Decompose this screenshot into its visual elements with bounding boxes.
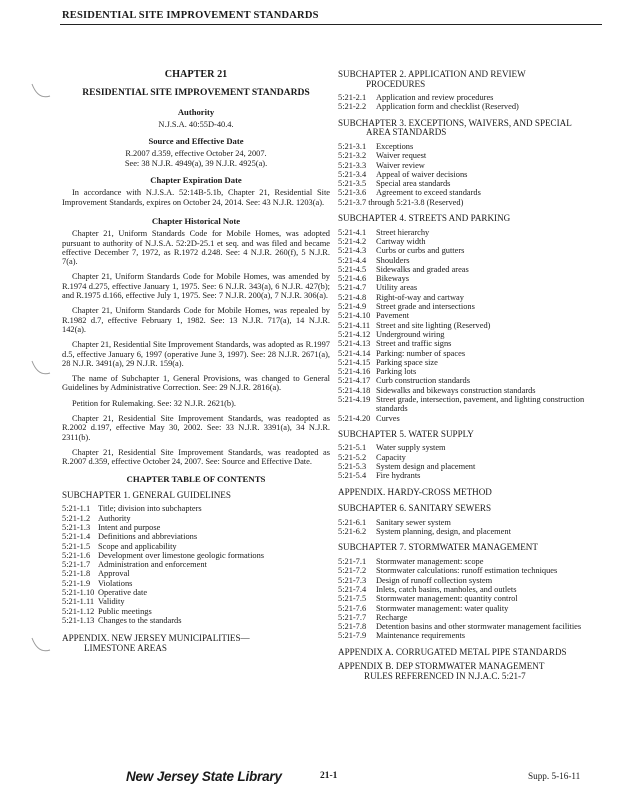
subchapter-6-title: SUBCHAPTER 6. SANITARY SEWERS xyxy=(338,503,492,514)
toc-entry: 5:21-1.2 Authority xyxy=(62,513,131,523)
toc-entry: 5:21-4.12 Underground wiring xyxy=(338,329,445,339)
toc-entry: 5:21-1.9 Violations xyxy=(62,578,133,588)
toc-entry: 5:21-3.5 Special area standards xyxy=(338,179,451,189)
toc-entry: 5:21-4.13 Street and traffic signs xyxy=(338,339,452,349)
authority-text: N.J.S.A. 40:55D-40.4. xyxy=(158,119,234,129)
toc-entry: 5:21-7.7 Recharge xyxy=(338,612,408,622)
page-number: 21-1 xyxy=(320,771,338,781)
library-stamp: New Jersey State Library xyxy=(126,769,282,784)
toc-entry: 5:21-4.7 Utility areas xyxy=(338,283,418,293)
toc-entry: 5:21-2.1 Application and review procedures xyxy=(338,93,494,103)
toc-entry: 5:21-4.2 Cartway width xyxy=(338,236,426,246)
toc-entry: 5:21-4.16 Parking lots xyxy=(338,367,417,377)
subchapter-4-title: SUBCHAPTER 4. STREETS AND PARKING xyxy=(338,213,511,224)
source-heading: Source and Effective Date xyxy=(148,136,244,147)
running-header: RESIDENTIAL SITE IMPROVEMENT STANDARDS xyxy=(62,10,319,21)
toc-entry: 5:21-1.13 Changes to the standards xyxy=(62,615,182,625)
subchapter-3-title: SUBCHAPTER 3. EXCEPTIONS, WAIVERS, AND SPECIAL AREA STANDARDS xyxy=(338,117,572,138)
chapter-label: CHAPTER 21 xyxy=(164,69,228,80)
toc-entry: 5:21-2.2 Application form and checklist (Reserved) xyxy=(338,102,519,112)
toc-entry: 5:21-1.12 Public meetings xyxy=(62,606,152,616)
toc-entry: 5:21-4.11 Street and site lighting (Reserved) xyxy=(338,320,491,330)
history-paragraph: Petition for Rulemaking. See: 32 N.J.R. 2621(b). xyxy=(72,398,236,408)
chapter-name: RESIDENTIAL SITE IMPROVEMENT STANDARDS xyxy=(82,87,310,99)
history-paragraph: Chapter 21, Uniform Standards Code for Mobile Homes, was adopted pursuant to authority of N.J.S.A. 52:2D-25.1 et seq. and was filed and became effective December 7, 1972, as R.1972 d.248. See: 4 N.J.R. 260(f), 5 N.J.R. 7(a). xyxy=(62,229,330,267)
history-paragraph: Chapter 21, Uniform Standards Code for Mobile Homes, was amended by R.1974 d.275, effective January 1, 1975. See: 6 N.J.R. 343(a), 6 N.J.R. 427(b); and R.1975 d.166, effective July 1, 1975. See: 7 N.J.R. 200(a), 7 N.J.R. 306(a). xyxy=(62,272,330,301)
toc-entry: 5:21-1.8 Approval xyxy=(62,569,130,579)
toc-entry: 5:21-1.10 Operative date xyxy=(62,588,148,598)
toc-entry: 5:21-4.9 Street grade and intersections xyxy=(338,302,475,312)
toc-entry: 5:21-7.9 Maintenance requirements xyxy=(338,631,466,641)
toc-entry: 5:21-7.4 Inlets, catch basins, manholes, and outlets xyxy=(338,584,517,594)
expiration-heading: Chapter Expiration Date xyxy=(150,175,242,186)
toc-entry: 5:21-3.4 Appeal of waiver decisions xyxy=(338,169,468,179)
toc-entry: 5:21-1.3 Intent and purpose xyxy=(62,522,161,532)
expiration-text: In accordance with N.J.S.A. 52:14B-5.1b, Chapter 21, Residential Site Improvement Standards, expires on October 24, 2014. See: 43 N.J.R. 1203(a). xyxy=(62,188,330,207)
toc-entry: 5:21-4.17 Curb construction standards xyxy=(338,376,470,386)
authority-heading: Authority xyxy=(177,106,215,117)
toc-entry: 5:21-4.18 Sidewalks and bikeways construction standards xyxy=(338,385,536,395)
appendix-nj-title: APPENDIX. NEW JERSEY MUNICIPALITIES— LIMESTONE AREAS xyxy=(62,633,250,653)
history-heading: Chapter Historical Note xyxy=(151,215,241,226)
toc-entry: 5:21-1.4 Definitions and abbreviations xyxy=(62,532,198,542)
subchapter-1-title: SUBCHAPTER 1. GENERAL GUIDELINES xyxy=(62,489,231,500)
subchapter-2-title: SUBCHAPTER 2. APPLICATION AND REVIEW PROCEDURES xyxy=(338,69,526,89)
toc-entry: 5:21-7.5 Stormwater management: quantity control xyxy=(338,594,518,604)
toc-entry: 5:21-4.6 Bikeways xyxy=(338,274,410,284)
toc-entry: 5:21-5.4 Fire hydrants xyxy=(338,471,421,481)
toc-entry: 5:21-7.8 Detention basins and other stormwater management facilities xyxy=(338,622,582,632)
toc-entry: 5:21-7.1 Stormwater management: scope xyxy=(338,557,484,567)
toc-entry: 5:21-4.10 Pavement xyxy=(338,311,410,321)
history-paragraph: Chapter 21, Uniform Standards Code for Mobile Homes, was repealed by R.1982 d.7, effective February 1, 1982. See: 13 N.J.R. 717(a), 14 N.J.R. 142(a). xyxy=(62,306,330,334)
toc-range-entry: 5:21-3.7 through 5:21-3.8 (Reserved) xyxy=(338,197,464,207)
toc-entry: 5:21-1.1 Title; division into subchapters xyxy=(62,504,202,514)
right-column xyxy=(338,70,604,685)
toc-entry: 5:21-7.6 Stormwater management: water quality xyxy=(338,603,509,613)
toc-entry: 5:21-5.2 Capacity xyxy=(338,452,406,462)
toc-entry: 5:21-3.3 Waiver review xyxy=(338,160,425,170)
punch-mark-bottom xyxy=(28,632,54,658)
appendix-hardy-title: APPENDIX. HARDY-CROSS METHOD xyxy=(338,486,492,497)
toc-entry: 5:21-4.19 Street grade, intersection, pavement, and lighting construction standards xyxy=(338,394,585,414)
subchapter-5-title: SUBCHAPTER 5. WATER SUPPLY xyxy=(338,428,474,439)
toc-entry: 5:21-4.15 Parking space size xyxy=(338,357,438,367)
appendix-b-title: APPENDIX B. DEP STORMWATER MANAGEMENT RULES REFERENCED IN N.J.A.C. 5:21-7 xyxy=(338,661,545,681)
toc-entry: 5:21-1.11 Validity xyxy=(62,597,125,607)
toc-entry: 5:21-6.1 Sanitary sewer system xyxy=(338,517,451,527)
history-paragraph: The name of Subchapter 1, General Provisions, was changed to General Guidelines by Administrative Correction. See: 29 N.J.R. 2816(a). xyxy=(62,374,330,393)
toc-entry: 5:21-4.20 Curves xyxy=(338,413,400,423)
toc-entry: 5:21-7.2 Stormwater calculations: runoff estimation techniques xyxy=(338,566,558,576)
supplement-date: Supp. 5-16-11 xyxy=(528,771,581,781)
toc-entry: 5:21-4.8 Right-of-way and cartway xyxy=(338,292,464,302)
toc-heading: CHAPTER TABLE OF CONTENTS xyxy=(126,473,266,484)
toc-entry: 5:21-3.6 Agreement to exceed standards xyxy=(338,188,481,198)
toc-entry: 5:21-6.2 System planning, design, and placement xyxy=(338,527,511,537)
toc-entry: 5:21-3.2 Waiver request xyxy=(338,151,427,161)
toc-entry: 5:21-4.4 Shoulders xyxy=(338,255,410,265)
source-line-2: See: 38 N.J.R. 4949(a), 39 N.J.R. 4925(a). xyxy=(124,158,268,168)
history-paragraph: Chapter 21, Residential Site Improvement Standards, was readopted as R.2002 d.197, effective May 30, 2002. See: 33 N.J.R. 3391(a), 34 N.J.R. 2311(b). xyxy=(62,414,330,442)
toc-entry: 5:21-1.5 Scope and applicability xyxy=(62,541,177,551)
header-rule xyxy=(60,24,602,25)
punch-mark-top xyxy=(28,78,54,104)
toc-entry: 5:21-5.3 System design and placement xyxy=(338,462,476,472)
subchapter-7-title: SUBCHAPTER 7. STORMWATER MANAGEMENT xyxy=(338,542,538,553)
left-column xyxy=(62,68,330,657)
toc-entry: 5:21-1.6 Development over limestone geologic formations xyxy=(62,550,265,560)
subchapter-1-list xyxy=(62,504,330,625)
toc-entry: 5:21-5.1 Water supply system xyxy=(338,443,446,453)
history-paragraph: Chapter 21, Residential Site Improvement Standards, was adopted as R.1997 d.5, effective January 6, 1997 (operative June 3, 1997). See: 28 N.J.R. 2671(a), 28 N.J.R. 3491(a), 29 N.J.R. 159(a). xyxy=(62,340,330,368)
toc-entry: 5:21-4.1 Street hierarchy xyxy=(338,227,430,237)
source-line-1: R.2007 d.359, effective October 24, 2007. xyxy=(125,149,267,159)
toc-entry: 5:21-3.1 Exceptions xyxy=(338,141,414,151)
appendix-a-title: APPENDIX A. CORRUGATED METAL PIPE STANDARDS xyxy=(338,646,567,657)
toc-entry: 5:21-4.3 Curbs or curbs and gutters xyxy=(338,246,465,256)
toc-entry: 5:21-4.5 Sidewalks and graded areas xyxy=(338,264,469,274)
history-paragraph: Chapter 21, Residential Site Improvement Standards, was readopted as R.2007 d.359, effective October 24, 2007. See: Source and Effective Date. xyxy=(62,447,330,467)
toc-entry: 5:21-4.14 Parking: number of spaces xyxy=(338,348,466,358)
toc-entry: 5:21-7.3 Design of runoff collection system xyxy=(338,575,493,585)
toc-entry: 5:21-1.7 Administration and enforcement xyxy=(62,560,207,570)
punch-mark-middle xyxy=(28,355,54,381)
